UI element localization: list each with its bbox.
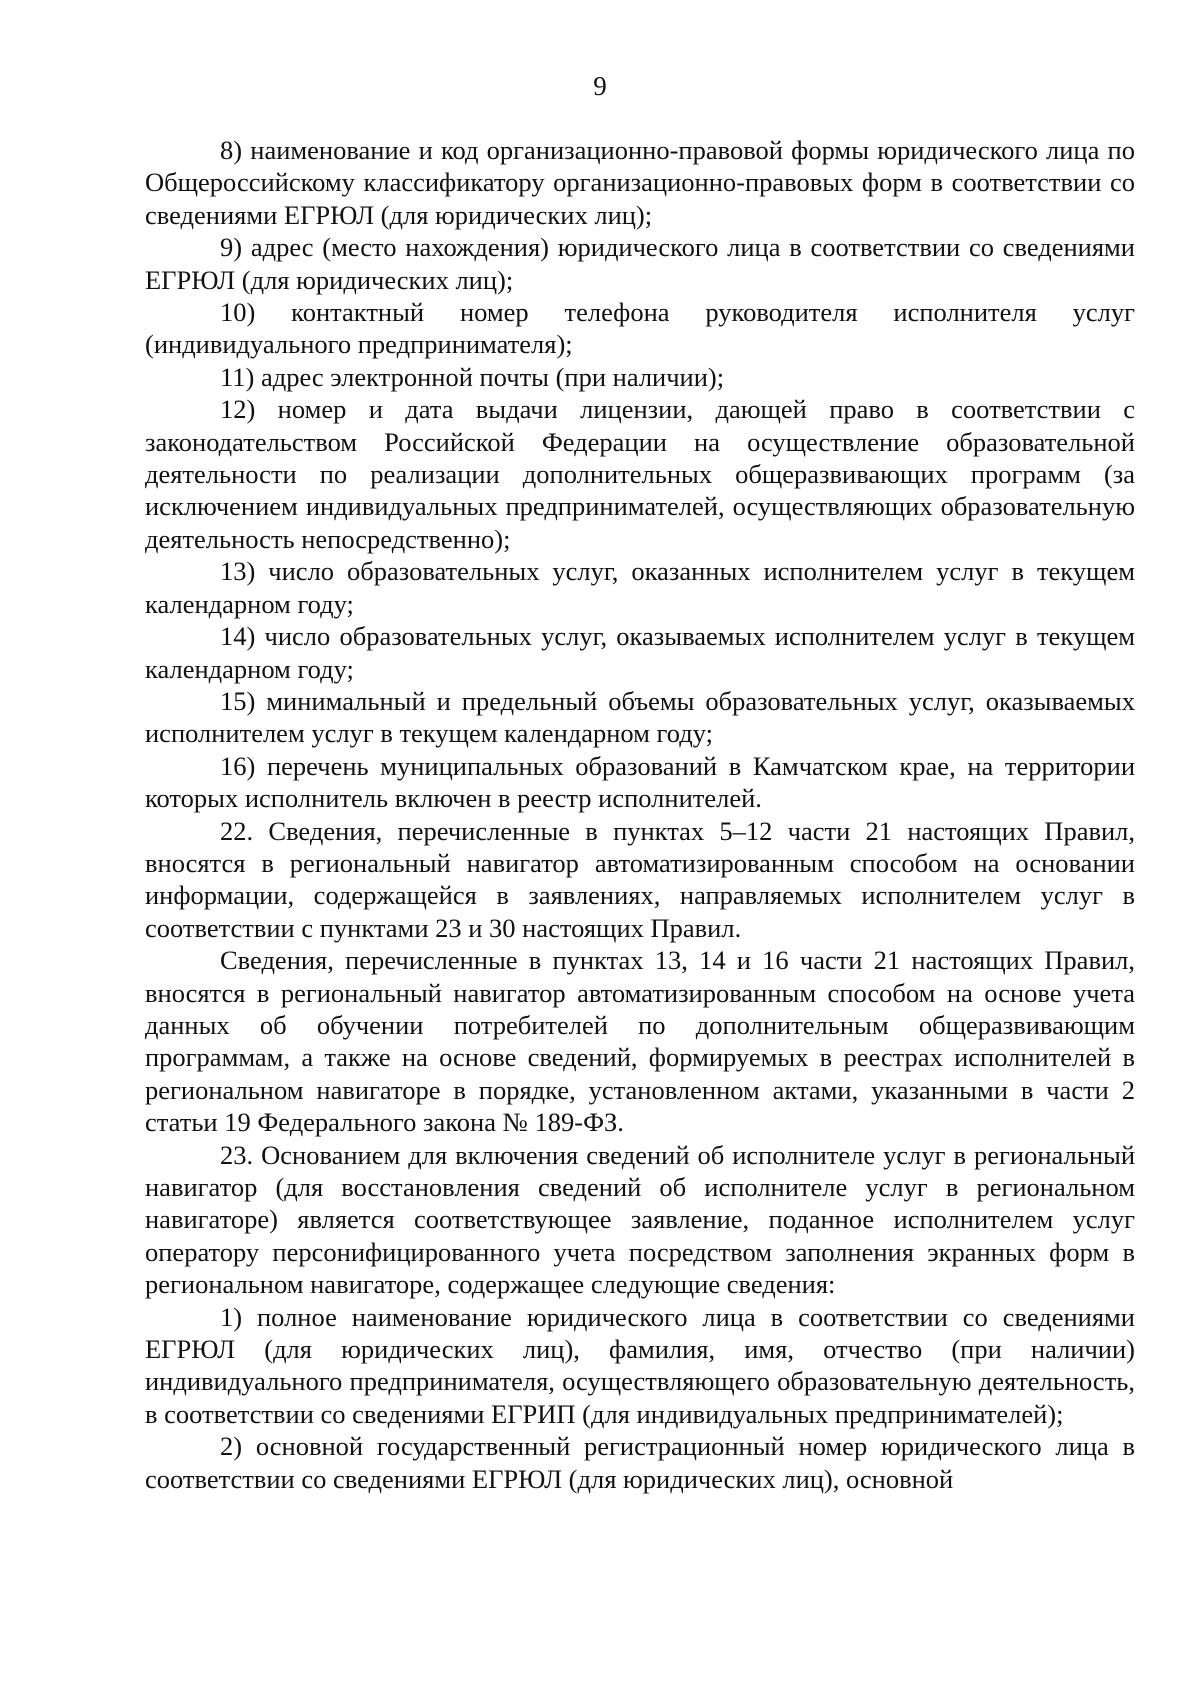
paragraph-item-12: 12) номер и дата выдачи лицензии, дающей право в соответствии с законодательством Российской Федерации на осуществление образовательной деятельности по реализации дополнительных общеразвивающих программ (за исключением индивидуальных предпринимателей, осуществляющих образовательную деятельность непосредственно); [145,394,1135,554]
paragraph-clause-22: 22. Сведения, перечисленные в пунктах 5–12 части 21 настоящих Правил, вносятся в региональный навигатор автоматизированным способом на основании информации, содержащейся в заявлениях, направляемых исполнителем услуг в соответствии с пунктами 23 и 30 настоящих Правил. [145,815,1135,943]
paragraph-item-13: 13) число образовательных услуг, оказанных исполнителем услуг в текущем календарном году; [145,556,1135,619]
paragraph-clause-23-item-2: 2) основной государственный регистрационный номер юридического лица в соответствии со сведениями ЕГРЮЛ (для юридических лиц), основной [145,1431,1135,1494]
paragraph-item-16: 16) перечень муниципальных образований в Камчатском крае, на территории которых исполнитель включен в реестр исполнителей. [145,750,1135,814]
paragraph-item-15: 15) минимальный и предельный объемы образовательных услуг, оказываемых исполнителем услуг в текущем календарном году; [145,685,1135,749]
paragraph-clause-23-item-1: 1) полное наименование юридического лица в соответствии со сведениями ЕГРЮЛ (для юридических лиц), фамилия, имя, отчество (при наличии) индивидуального предпринимателя, осуществляющего образовательную деятельность, в соответствии со сведениями ЕГРИП (для индивидуальных предпринимателей); [145,1301,1135,1429]
document-body [145,134,1135,1495]
paragraph-clause-22-continued: Сведения, перечисленные в пунктах 13, 14 и 16 части 21 настоящих Правил, вносятся в региональный навигатор автоматизированным способом на основе учета данных об обучении потребителей по дополнительным общеразвивающим программам, а также на основе сведений, формируемых в реестрах исполнителей в региональном навигаторе в порядке, установленном актами, указанными в части 2 статьи 19 Федерального закона № 189-ФЗ. [145,945,1135,1138]
paragraph-item-10: 10) контактный номер телефона руководителя исполнителя услуг (индивидуального предпринимателя); [145,297,1135,360]
paragraph-clause-23: 23. Основанием для включения сведений об исполнителе услуг в региональный навигатор (для восстановления сведений об исполнителе услуг в региональном навигаторе) является соответствующее заявление, поданное исполнителем услуг оператору персонифицированного учета посредством заполнения экранных форм в региональном навигаторе, содержащее следующие сведения: [145,1139,1135,1300]
page-number: 9 [593,71,607,101]
paragraph-item-11: 11) адрес электронной почты (при наличии); [220,361,725,392]
paragraph-item-9: 9) адрес (место нахождения) юридического лица в соответствии со сведениями ЕГРЮЛ (для юридических лиц); [145,232,1135,295]
paragraph-item-8: 8) наименование и код организационно-правовой формы юридического лица по Общероссийскому классификатору организационно-правовых форм в соответствии со сведениями ЕГРЮЛ (для юридических лиц); [145,135,1135,230]
paragraph-item-14: 14) число образовательных услуг, оказываемых исполнителем услуг в текущем календарном году; [145,621,1135,684]
